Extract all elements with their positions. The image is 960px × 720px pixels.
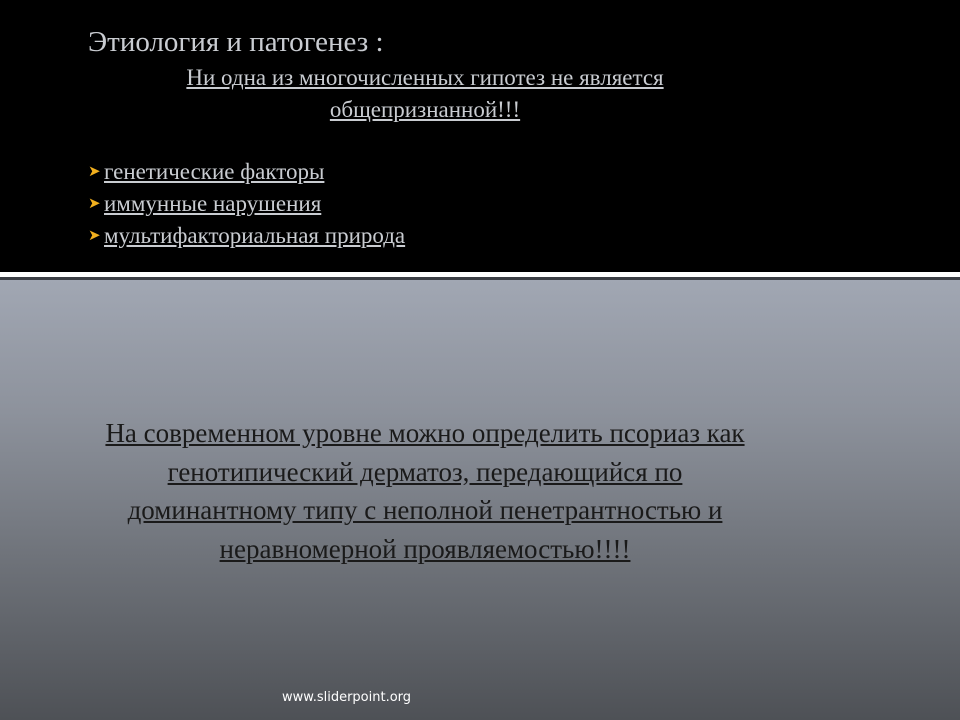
- bullet-list: [88, 156, 405, 252]
- top-panel: [0, 0, 960, 272]
- bullet-item: [88, 156, 405, 188]
- bullet-text: мультифакториальная природа: [104, 223, 406, 248]
- arrow-bullet-icon: ➤: [88, 163, 101, 180]
- bullet-text: генетические факторы: [104, 159, 325, 184]
- arrow-bullet-icon: ➤: [88, 227, 101, 244]
- main-statement: На современном уровне можно определить псориаз как генотипический дерматоз, передающийся по доминантному типу с неполной пенетрантностью и неравномерной проявляемостью!!!!: [105, 418, 745, 564]
- slide-subtitle: Ни одна из многочисленных гипотез не является общепризнанной!!!: [186, 65, 664, 122]
- bullet-item: [88, 220, 405, 252]
- slide-title: Этиология и патогенез :: [88, 26, 384, 58]
- bullet-text: иммунные нарушения: [104, 191, 322, 216]
- footer-watermark: www.sliderpoint.org: [282, 690, 412, 705]
- bullet-item: [88, 188, 405, 220]
- arrow-bullet-icon: ➤: [88, 195, 101, 212]
